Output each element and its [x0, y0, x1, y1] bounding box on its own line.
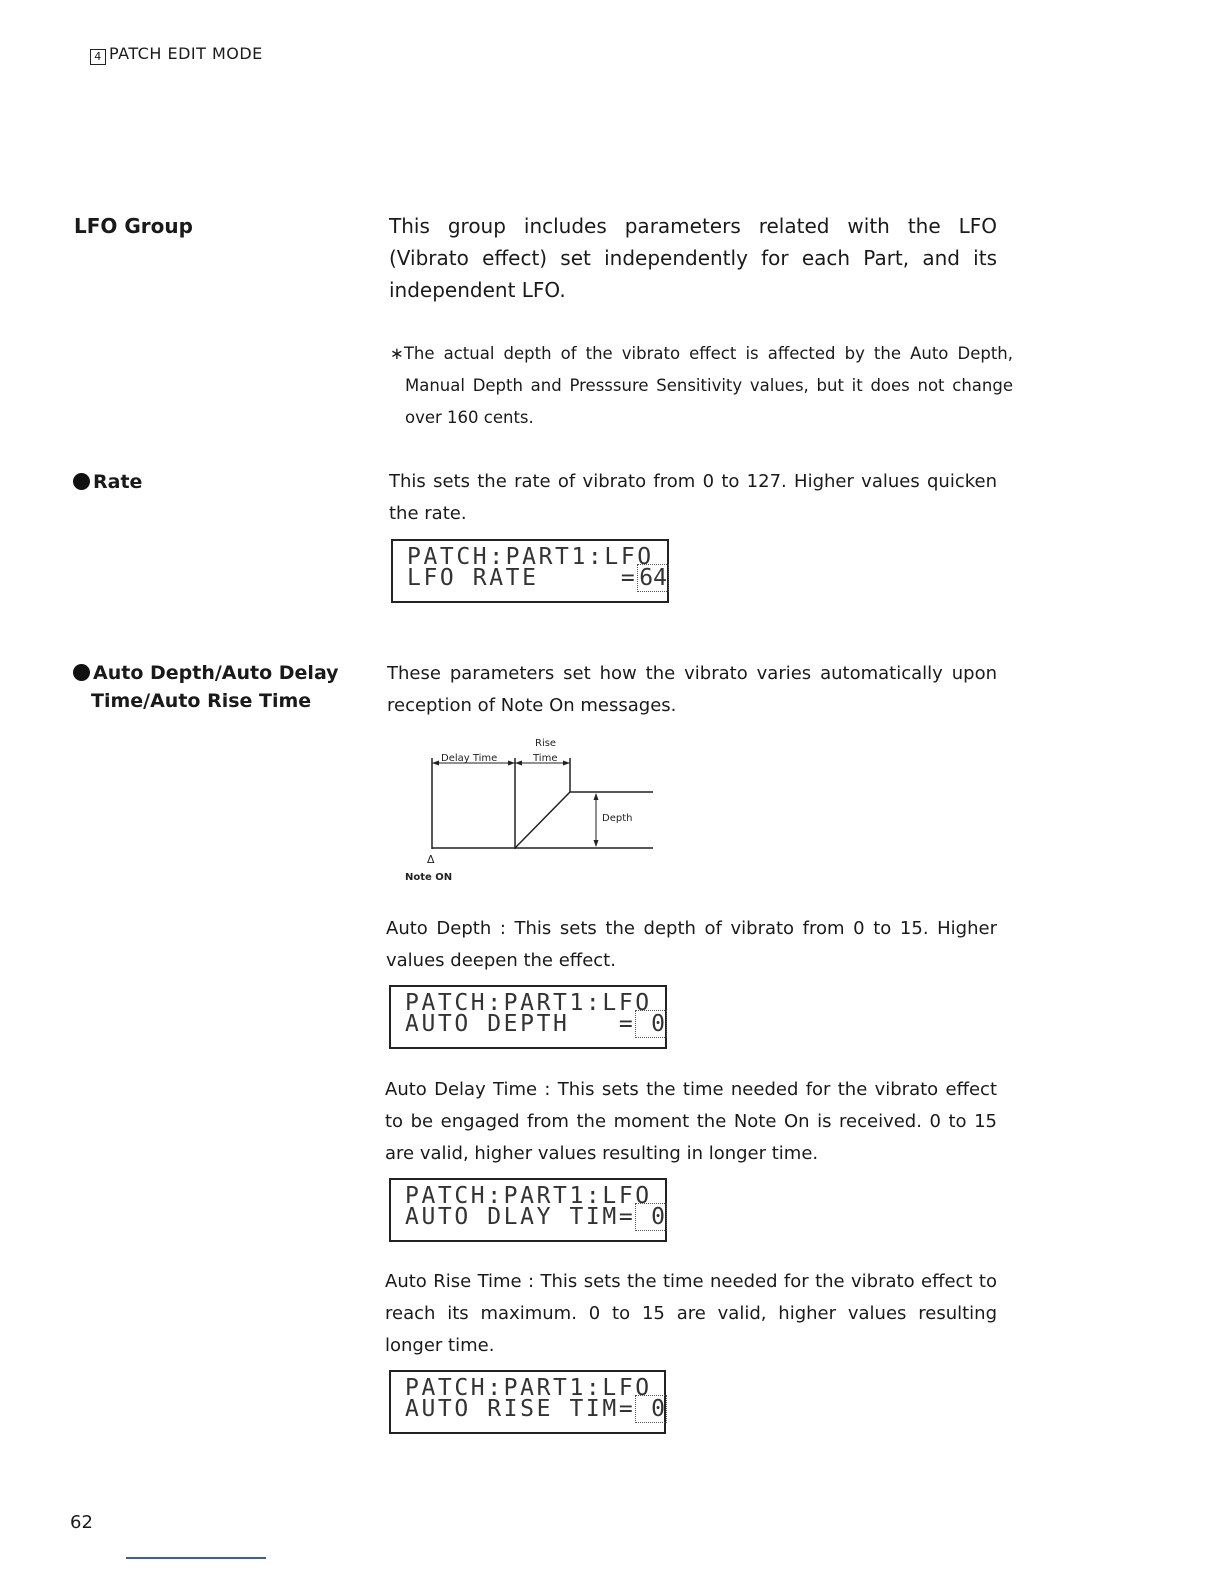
label-rise-time: Time — [533, 753, 558, 764]
lcd-rate-line2: LFO RATE =64 — [407, 565, 667, 591]
lcd-auto-depth — [389, 985, 667, 1049]
auto-heading-line2: Time/Auto Rise Time — [91, 690, 312, 712]
lcd-auto-delay-line2: AUTO DLAY TIM= 0 — [405, 1204, 665, 1230]
auto-description: These parameters set how the vibrato varies automatically upon reception of Note On messages. — [387, 663, 997, 716]
footer-rule — [126, 1557, 266, 1559]
arrowhead — [432, 761, 439, 766]
rate-heading-label: Rate — [93, 471, 143, 493]
lfo-group-heading: LFO Group — [74, 214, 193, 238]
section-number: 4 — [90, 49, 106, 65]
label-depth: Depth — [602, 813, 633, 824]
bullet-dot — [73, 473, 90, 490]
label-delay-time: Delay Time — [441, 753, 498, 764]
label-rise: Rise — [535, 738, 557, 749]
arrowhead — [508, 761, 515, 766]
lcd-auto-delay-line1: PATCH:PART1:LFO — [405, 1183, 652, 1209]
auto-delay-description: Auto Delay Time : This sets the time needed for the vibrato effect to be engaged from the moment the Note On is received. 0 to 15 are valid, higher values resulting in longer time. — [385, 1079, 997, 1164]
lcd-auto-delay — [389, 1178, 667, 1242]
bullet-dot — [73, 664, 90, 681]
arrowhead — [594, 840, 599, 847]
page-number: 62 — [70, 1512, 93, 1533]
auto-heading — [73, 659, 339, 715]
header-title: PATCH EDIT MODE — [109, 44, 263, 63]
lcd-rate-value: 64 — [639, 565, 667, 591]
lcd-auto-rise-value: 0 — [637, 1396, 665, 1422]
lcd-auto-rise-line1: PATCH:PART1:LFO — [405, 1375, 652, 1401]
auto-heading-line1: Auto Depth/Auto Delay — [93, 662, 339, 684]
rate-heading — [73, 468, 142, 496]
lfo-depth-note: ∗The actual depth of the vibrato effect is affected by the Auto Depth, Manual Depth and Presssure Sensitivity values, but it does not change over 160 cents. — [390, 344, 1013, 427]
arrowhead — [563, 761, 570, 766]
page-header — [90, 44, 263, 65]
vibrato-envelope-diagram — [395, 732, 670, 887]
lcd-auto-depth-value: 0 — [637, 1011, 665, 1037]
lcd-rate — [391, 539, 669, 603]
note-on-marker: Δ — [427, 853, 435, 866]
rate-description: This sets the rate of vibrato from 0 to 127. Higher values quicken the rate. — [389, 471, 997, 524]
lfo-group-intro: This group includes parameters related with the LFO (Vibrato effect) set independently for each Part, and its independent LFO. — [389, 214, 997, 302]
label-note-on: Note ON — [405, 872, 453, 883]
lcd-auto-rise-line2: AUTO RISE TIM= 0 — [405, 1396, 665, 1422]
lcd-rate-line1: PATCH:PART1:LFO — [407, 544, 654, 570]
lcd-auto-depth-line2: AUTO DEPTH = 0 — [405, 1011, 665, 1037]
arrowhead — [515, 761, 522, 766]
auto-depth-description: Auto Depth : This sets the depth of vibrato from 0 to 15. Higher values deepen the effect. — [386, 918, 997, 971]
lcd-auto-rise — [389, 1370, 666, 1434]
arrowhead — [594, 793, 599, 800]
lcd-auto-delay-value: 0 — [637, 1204, 665, 1230]
lcd-auto-depth-line1: PATCH:PART1:LFO — [405, 990, 652, 1016]
auto-rise-description: Auto Rise Time : This sets the time needed for the vibrato effect to reach its maximum. 0 to 15 are valid, higher values resulting longer time. — [385, 1271, 997, 1356]
